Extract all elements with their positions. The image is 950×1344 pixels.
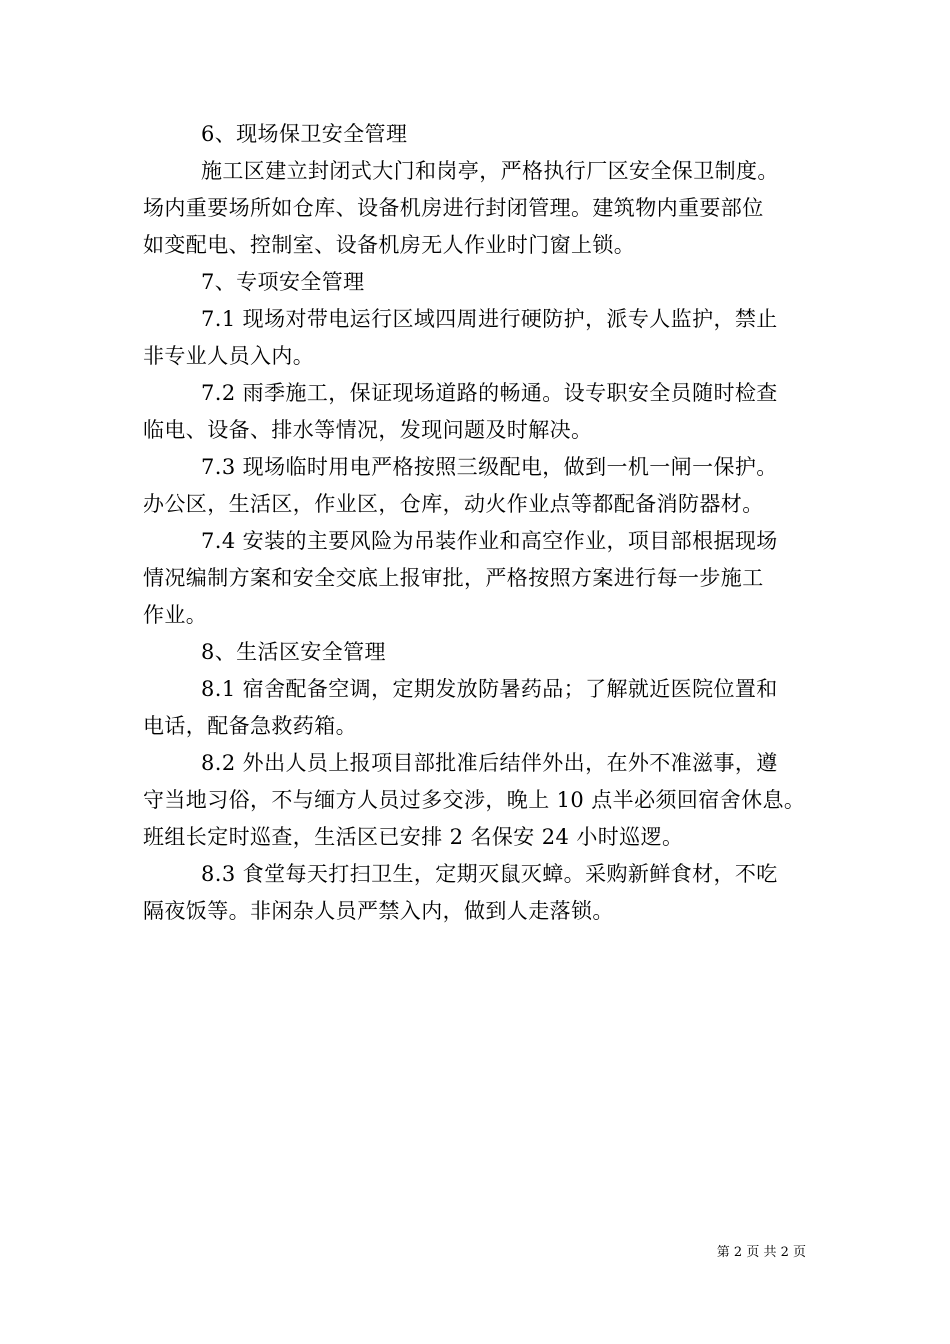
paragraph-line: 7.1 现场对带电运行区域四周进行硬防护，派专人监护，禁止 bbox=[201, 307, 778, 331]
paragraph-line: 8.2 外出人员上报项目部批准后结伴外出，在外不准滋事，遵 bbox=[201, 751, 778, 775]
paragraph-line: 施工区建立封闭式大门和岗亭，严格执行厂区安全保卫制度。 bbox=[201, 159, 779, 183]
page-number: 第 2 页 共 2 页 bbox=[716, 1245, 806, 1260]
paragraph-line: 8.1 宿舍配备空调，定期发放防暑药品；了解就近医院位置和 bbox=[201, 677, 778, 701]
paragraph-line: 7.2 雨季施工，保证现场道路的畅通。设专职安全员随时检查 bbox=[201, 381, 778, 405]
paragraph-line: 临电、设备、排水等情况，发现问题及时解决。 bbox=[143, 418, 593, 442]
paragraph-line: 办公区，生活区，作业区，仓库，动火作业点等都配备消防器材。 bbox=[143, 492, 764, 516]
paragraph-line: 8.3 食堂每天打扫卫生，定期灭鼠灭蟑。采购新鲜食材，不吃 bbox=[201, 862, 778, 886]
section-heading-6: 6、现场保卫安全管理 bbox=[201, 122, 408, 146]
paragraph-line: 班组长定时巡查，生活区已安排 2 名保安 24 小时巡逻。 bbox=[143, 825, 684, 849]
document-body bbox=[143, 116, 813, 930]
paragraph-line: 守当地习俗，不与缅方人员过多交涉，晚上 10 点半必须回宿舍休息。 bbox=[143, 788, 806, 812]
paragraph-line: 7.4 安装的主要风险为吊装作业和高空作业，项目部根据现场 bbox=[201, 529, 778, 553]
paragraph-line: 如变配电、控制室、设备机房无人作业时门窗上锁。 bbox=[143, 233, 636, 257]
paragraph-line: 电话，配备急救药箱。 bbox=[143, 714, 357, 738]
section-heading-7: 7、专项安全管理 bbox=[201, 270, 365, 294]
section-heading-8: 8、生活区安全管理 bbox=[201, 640, 386, 664]
paragraph-line: 情况编制方案和安全交底上报审批，严格按照方案进行每一步施工 bbox=[143, 566, 764, 590]
paragraph-line: 非专业人员入内。 bbox=[143, 344, 315, 368]
paragraph-line: 隔夜饭等。非闲杂人员严禁入内，做到人走落锁。 bbox=[143, 899, 614, 923]
paragraph-line: 作业。 bbox=[143, 603, 208, 627]
paragraph-line: 场内重要场所如仓库、设备机房进行封闭管理。建筑物内重要部位 bbox=[143, 196, 764, 220]
paragraph-line: 7.3 现场临时用电严格按照三级配电，做到一机一闸一保护。 bbox=[201, 455, 778, 479]
